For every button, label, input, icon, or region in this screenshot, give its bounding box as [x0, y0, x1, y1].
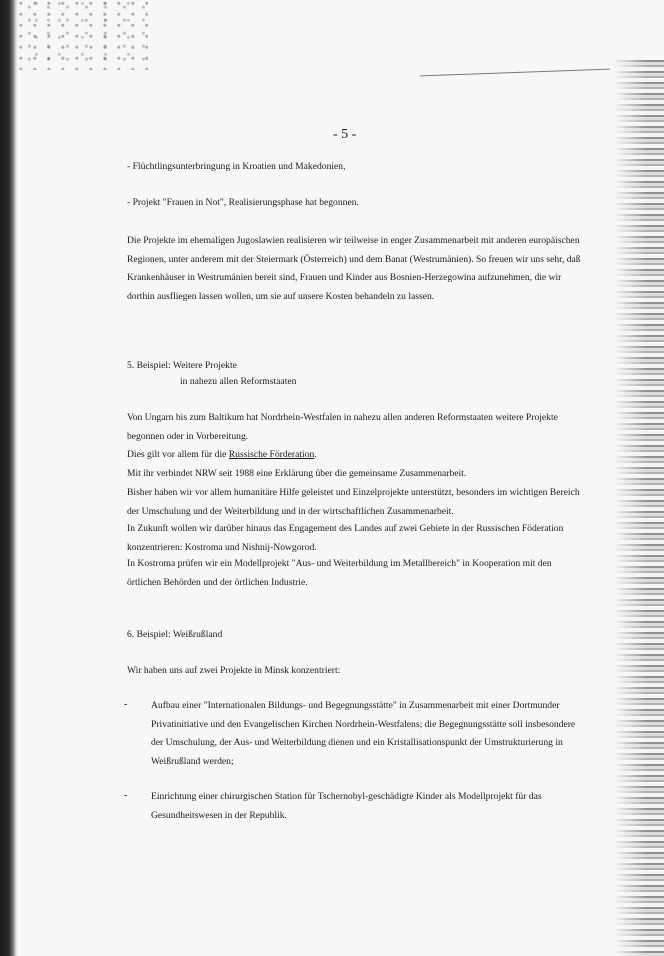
- scan-noise: [18, 0, 148, 70]
- paragraph-zukunft: In Zukunft wollen wir darüber hinaus das Engagement des Landes auf zwei Gebiete in der Russischen Föderation konzentrieren: Kostroma und Nishnij-Nowgorod.: [127, 523, 564, 553]
- list-item-frauen-in-not: - Projekt "Frauen in Not", Realisierungsphase hat begonnen.: [127, 197, 359, 208]
- list-item-fluechtlinge: - Flüchtlingsunterbringung in Kroatien und Makedonien,: [127, 161, 346, 172]
- underlined-russische-foederation: Russische Förderation: [228, 449, 315, 460]
- section-heading-5: 5. Beispiel: Weitere Projekte: [127, 360, 237, 371]
- paragraph-minsk-intro: Wir haben uns auf zwei Projekte in Minsk konzentriert:: [127, 665, 341, 676]
- paragraph-jugoslawien: Die Projekte im ehemaligen Jugoslawien realisieren wir teilweise in enger Zusammenarbeit mit anderen europäischen Regionen, unter anderem mit der Steiermark (Österreich) und dem Banat (Westrumänien). So freuen wir uns sehr, daß Krankenhäuser in Westrumänien bereit sind, Frauen und Kinder aus Bosnien-Herzegowina aufzunehmen, die wir dorthin ausfliegen lassen wollen, um sie auf unsere Kosten behandeln zu lassen.: [127, 235, 581, 303]
- bullet-marker: -: [124, 790, 128, 801]
- paragraph-erklaerung: Mit ihr verbindet NRW seit 1988 eine Erklärung über die gemeinsame Zusammenarbeit.: [127, 468, 467, 479]
- scan-left-edge: [0, 0, 18, 956]
- scan-right-edge: [614, 60, 664, 956]
- paragraph-russische-foederation: [127, 446, 585, 465]
- section-subheading-5: in nahezu allen Reformstaaten: [180, 376, 297, 387]
- paragraph-humanitaere-hilfe: Bisher haben wir vor allem humanitäre Hilfe geleistet und Einzelprojekte unterstützt, besonders im wichtigen Bereich der Umschulung und der Weiterbildung und in der wirtschaftlichen Zusammenarbeit.: [127, 487, 580, 517]
- bullet-marker: -: [124, 699, 128, 710]
- bullet-item-chirurgische-station: Einrichtung einer chirurgischen Station für Tschernobyl-geschädigte Kinder als Modellprojekt für das Gesundheitswesen in der Republik.: [151, 791, 542, 821]
- bullet-item-begegnungsstaette: Aufbau einer "Internationalen Bildungs- und Begegnungsstätte" in Zusammenarbeit mit einer Dortmunder Privatinitiative und den Evangelischen Kirchen Nordrhein-Westfalens; die Begegnungsstätte soll insbesondere der Umschulung, der Aus- und Weiterbildung dienen und ein Kristallisationspunkt der Umstrukturierung in Weißrußland werden;: [151, 700, 576, 768]
- page-number: - 5 -: [333, 127, 357, 142]
- text-prefix: Dies gilt vor allem für die: [127, 449, 229, 460]
- paragraph-ungarn-baltikum: Von Ungarn bis zum Baltikum hat Nordrhein-Westfalen in nahezu allen anderen Reformstaaten weitere Projekte begonnen oder in Vorbereitung.: [127, 412, 558, 442]
- scan-artifact-line: [420, 69, 610, 77]
- section-heading-6: 6. Beispiel: Weißrußland: [127, 629, 223, 640]
- text-suffix: .: [314, 449, 317, 460]
- paragraph-kostroma: In Kostroma prüfen wir ein Modellprojekt "Aus- und Weiterbildung im Metallbereich" in Kooperation mit den örtlichen Behörden und der örtlichen Industrie.: [127, 558, 552, 588]
